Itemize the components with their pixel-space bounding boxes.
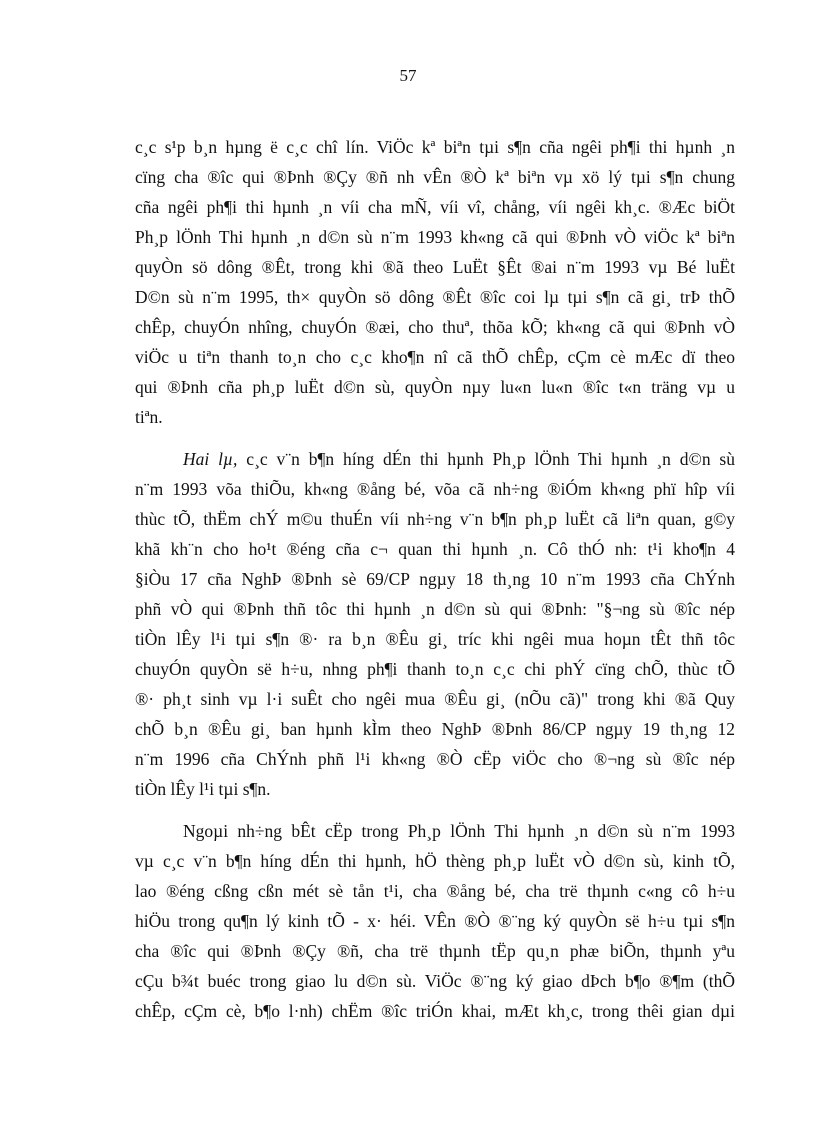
paragraph-first-line: Ngoµi nh÷ng bÊt cËp trong Ph¸p lÖnh Thi hµnh ¸n d©n sù n¨m 1993 [183,821,735,841]
paragraph-line: qui ®Þnh cña ph¸p luËt d©n sù, quyÒn nµy lu«n lu«n ®îc t«n träng vµ u [135,377,735,397]
paragraph-line: lao ®éng cßng cßn mét sè tån t¹i, cha ®ång bé, cha trë thµnh c«ng cô h÷u [135,881,735,901]
paragraph-line: cha ®îc qui ®Þnh ®Çy ®ñ, cha trë thµnh tËp qu¸n phæ biÕn, thµnh yªu [135,941,735,961]
paragraph-line: cña ngêi ph¶i thi hµnh ¸n víi cha mÑ, víi vî, chång, víi ngêi kh¸c. ®Æc biÖt [135,197,735,217]
paragraph-line: chÕ b¸n ®Êu gi¸ ban hµnh kÌm theo NghÞ ®Þnh 86/CP ngµy 19 th¸ng 12 [135,719,735,739]
paragraph-line: tiÒn lÊy l¹i tµi s¶n. [135,779,271,799]
page-number: 57 [399,66,417,85]
paragraph-line: cÇu b¾t buéc trong giao lu d©n sù. ViÖc ®¨ng ký giao dÞch b¶o ®¶m (thÕ [135,971,735,991]
paragraph-line: D©n sù n¨m 1995, th× quyÒn sö dông ®Êt ®îc coi lµ tµi s¶n cã gi¸ trÞ thÕ [135,287,735,307]
paragraph-line: khã kh¨n cho ho¹t ®éng cña c¬ quan thi hµnh ¸n. Cô thÓ nh: t¹i kho¶n 4 [135,539,735,559]
paragraph-line: chÊp, cÇm cè, b¶o l·nh) chËm ®îc triÓn khai, mÆt kh¸c, trong thêi gian dµi [135,1001,735,1021]
paragraph-line: thùc tÕ, thËm chÝ m©u thuÉn víi nh÷ng v¨n b¶n ph¸p luËt cã liªn quan, g©y [135,509,735,529]
paragraph-first-line [135,444,735,474]
paragraph-line: viÖc u tiªn thanh to¸n cho c¸c kho¶n nî cã thÕ chÊp, cÇm cè mÆc dï theo [135,347,735,367]
paragraph-line: vµ c¸c v¨n b¶n híng dÉn thi hµnh, hÖ thèng ph¸p luËt vÒ d©n sù, kinh tÕ, [135,851,735,871]
paragraph-line-text: c¸c v¨n b¶n híng dÉn thi hµnh Ph¸p lÖnh Thi hµnh ¸n d©n sù [237,449,735,469]
paragraph-line: ®· ph¸t sinh vµ l·i suÊt cho ngêi mua ®Êu gi¸ (nÕu cã)" trong khi ®ã Quy [135,689,735,709]
paragraph-line: quyÒn sö dông ®Êt, trong khi ®ã theo LuËt §Êt ®ai n¨m 1993 vµ Bé luËt [135,257,735,277]
paragraph-line: cïng cha ®îc qui ®Þnh ®Çy ®ñ nh vÊn ®Ò kª biªn vµ xö lý tµi s¶n chung [135,167,735,187]
paragraph-1 [135,132,735,432]
paragraph-2 [135,444,735,804]
paragraph-line: n¨m 1993 võa thiÕu, kh«ng ®ång bé, võa cã nh÷ng ®iÓm kh«ng phï hîp víi [135,479,735,499]
paragraph-line: c¸c s¹p b¸n hµng ë c¸c chî lín. ViÖc kª biªn tµi s¶n cña ngêi ph¶i thi hµnh ¸n [135,137,735,157]
paragraph-3 [135,816,735,1026]
paragraph-line: chÊp, chuyÓn nhîng, chuyÓn ®æi, cho thuª, thõa kÕ; kh«ng cã qui ®Þnh vÒ [135,317,735,337]
paragraph-line: n¨m 1996 cña ChÝnh phñ l¹i kh«ng ®Ò cËp viÖc cho ®¬ng sù ®îc nép [135,749,735,769]
paragraph-line: chuyÓn quyÒn së h÷u, nhng ph¶i thanh to¸n c¸c chi phÝ cïng chÕ, thùc tÕ [135,659,735,679]
paragraph-line: §iÒu 17 cña NghÞ ®Þnh sè 69/CP ngµy 18 th¸ng 10 n¨m 1993 cña ChÝnh [135,569,735,589]
body-text [135,132,735,1038]
paragraph-line: phñ vÒ qui ®Þnh thñ tôc thi hµnh ¸n d©n sù qui ®Þnh: "§¬ng sù ®îc nép [135,599,735,619]
paragraph-lead: Hai lµ, [183,449,238,469]
paragraph-line: hiÖu trong qu¶n lý kinh tÕ - x· héi. VÊn ®Ò ®¨ng ký quyÒn së h÷u tµi s¶n [135,911,735,931]
paragraph-line: tiªn. [135,407,163,427]
paragraph-line: tiÒn lÊy l¹i tµi s¶n ®· ra b¸n ®Êu gi¸ tríc khi ngêi mua hoµn tÊt thñ tôc [135,629,735,649]
paragraph-line: Ph¸p lÖnh Thi hµnh ¸n d©n sù n¨m 1993 kh«ng cã qui ®Þnh vÒ viÖc kª biªn [135,227,735,247]
